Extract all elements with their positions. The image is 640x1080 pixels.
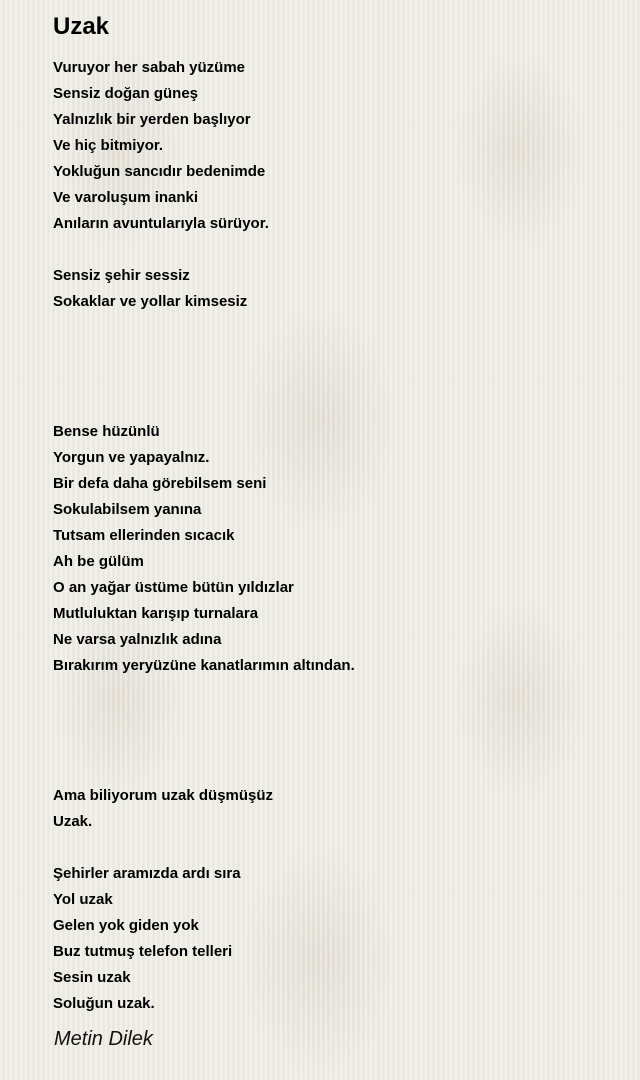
poem-body: [53, 55, 613, 1017]
poem-line: Anıların avuntularıyla sürüyor.: [53, 215, 269, 232]
stanza-break: [53, 705, 613, 731]
poem-line: Buz tutmuş telefon telleri: [53, 943, 233, 960]
poem-container: [53, 0, 613, 1053]
poem-title: Uzak: [53, 13, 110, 40]
poem-line: Ve hiç bitmiyor.: [53, 137, 164, 154]
poem-line: Sokaklar ve yollar kimsesiz: [53, 293, 248, 310]
poem-line: Yol uzak: [53, 891, 113, 908]
stanza-break: [53, 367, 613, 393]
stanza-break: [53, 731, 613, 757]
poem-line: Ah be gülüm: [53, 553, 144, 570]
poem-line: Soluğun uzak.: [53, 995, 155, 1012]
poem-line: Sensiz doğan güneş: [53, 85, 199, 102]
stanza-break: [53, 835, 613, 861]
stanza-break: [53, 341, 613, 367]
stanza-break: [53, 757, 613, 783]
poem-line: Yalnızlık bir yerden başlıyor: [53, 111, 251, 128]
poem-line: Ne varsa yalnızlık adına: [53, 631, 222, 648]
poem-line: Sensiz şehir sessiz: [53, 267, 190, 284]
poem-line: Bir defa daha görebilsem seni: [53, 475, 267, 492]
poem-line: Mutluluktan karışıp turnalara: [53, 605, 259, 622]
poem-line: Uzak.: [53, 813, 93, 830]
stanza-break: [53, 237, 613, 263]
poem-line: Bırakırım yeryüzüne kanatlarımın altından.: [53, 657, 355, 674]
poem-line: Sokulabilsem yanına: [53, 501, 202, 518]
poem-line: Ve varoluşum inanki: [53, 189, 199, 206]
poem-author: Metin Dilek: [54, 1028, 153, 1050]
stanza-break: [53, 393, 613, 419]
stanza-break: [53, 679, 613, 705]
poem-line: Bense hüzünlü: [53, 423, 160, 440]
poem-line: Ama biliyorum uzak düşmüşüz: [53, 787, 274, 804]
stanza-break: [53, 315, 613, 341]
poem-line: Şehirler aramızda ardı sıra: [53, 865, 241, 882]
poem-line: Gelen yok giden yok: [53, 917, 199, 934]
poem-line: Tutsam ellerinden sıcacık: [53, 527, 235, 544]
poem-line: Sesin uzak: [53, 969, 131, 986]
poem-line: Yorgun ve yapayalnız.: [53, 449, 210, 466]
poem-line: O an yağar üstüme bütün yıldızlar: [53, 579, 294, 596]
poem-line: Yokluğun sancıdır bedenimde: [53, 163, 266, 180]
poem-line: Vuruyor her sabah yüzüme: [53, 59, 245, 76]
